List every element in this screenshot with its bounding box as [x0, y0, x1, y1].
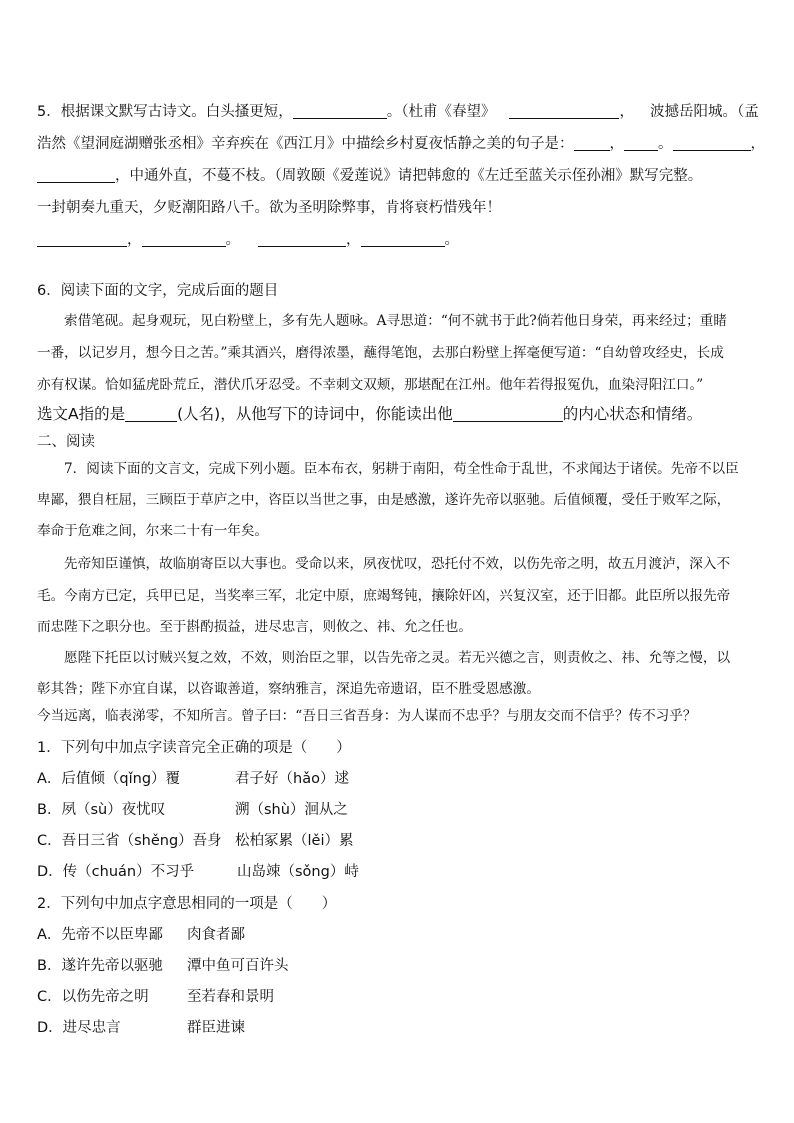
q5-text: 。 — [444, 232, 459, 248]
blank-field[interactable] — [574, 136, 610, 151]
blank-field[interactable] — [37, 232, 127, 247]
sub1-option-d-pair: 山岛竦（sǒng）峙 — [237, 864, 359, 880]
blank-field[interactable] — [37, 168, 115, 183]
q7-passage-line: 卑鄙，猥自枉屈，三顾臣于草庐之中，咨臣以当世之事，由是感激，遂许先帝以驱驰。后值倾覆，受任于败军之际， — [37, 492, 731, 508]
sub2-option-a[interactable]: A．先帝不以臣卑鄙 — [37, 927, 163, 943]
sub1-stem: 1．下列句中加点字读音完全正确的项是（ ） — [37, 740, 351, 756]
blank-field[interactable] — [142, 232, 226, 247]
q7-passage-line: 愿陛下托臣以讨贼兴复之效，不效，则治臣之罪，以告先帝之灵。若无兴德之言，则责攸之、祎、允等之慢，以 — [64, 650, 731, 666]
q5-text: ， — [346, 232, 361, 248]
sub1-option-c[interactable]: C．吾日三省（shěng）吾身 — [37, 833, 222, 849]
q6-text: 选文A指的是 — [37, 405, 126, 423]
sub1-option-b-pair: 溯（shù）洄从之 — [235, 802, 348, 818]
q5-text: 浩然《望洞庭湖赠张丞相》辛弃疾在《西江月》中描绘乡村夏夜恬静之美的句子是： — [37, 136, 574, 152]
sub2-option-c[interactable]: C．以伤先帝之明 — [37, 989, 149, 1005]
blank-field[interactable] — [361, 232, 445, 247]
sub1-option-a-pair: 君子好（hǎo）逑 — [235, 771, 349, 787]
q5-text: 。 — [658, 136, 673, 152]
sub1-option-a[interactable]: A．后值倾（qǐng）覆 — [37, 771, 181, 787]
sub2-option-c-pair: 至若春和景明 — [187, 989, 274, 1005]
blank-field[interactable] — [509, 104, 619, 119]
blank-field[interactable] — [453, 407, 563, 422]
blank-field[interactable] — [673, 136, 751, 151]
sub2-option-d[interactable]: D．进尽忠言 — [37, 1020, 121, 1036]
sub1-option-d[interactable]: D．传（chuán）不习乎 — [37, 864, 195, 880]
q5-line-2 — [37, 134, 765, 154]
q5-text: ， — [609, 136, 624, 152]
q5-text: 波撼岳阳城。（孟 — [649, 104, 759, 120]
blank-field[interactable] — [125, 407, 177, 422]
q7-passage-line: 奉命于危难之间，尔来二十有一年矣。 — [37, 523, 269, 539]
q7-passage-line: 先帝知臣谨慎，故临崩寄臣以大事也。受命以来，夙夜忧叹，恐托付不效，以伤先帝之明，故五月渡泸，深入不 — [64, 556, 731, 572]
q5-text: ， — [619, 104, 634, 120]
q5-text: 。（杜甫《春望》 — [386, 104, 496, 120]
blank-field[interactable] — [624, 136, 658, 151]
q5-line-1 — [37, 102, 759, 122]
q5-line-5 — [37, 230, 459, 250]
q5-text: ， — [127, 232, 142, 248]
q6-text: (人名)，从他写下的诗词中，你能读出他 — [177, 405, 453, 423]
q6-question — [37, 404, 702, 424]
blank-field[interactable] — [258, 232, 346, 247]
sub2-option-a-pair: 肉食者鄙 — [187, 927, 245, 943]
q6-passage-line: 一番，以记岁月，想今日之苦。”乘其酒兴，磨得浓墨，蘸得笔饱，去那白粉壁上挥毫便写道：“自幼曾攻经史，长成 — [37, 345, 724, 361]
q6-text: 的内心状态和情绪。 — [562, 405, 703, 423]
q6-passage-line: 索借笔砚。起身观玩，见白粉壁上，多有先人题咏。A寻思道：“何不就书于此?倘若他日身荣，再来经过；重睹 — [64, 313, 727, 329]
q5-text: ，中通外直，不蔓不枝。（周敦颐《爱莲说》请把韩愈的《左迁至蓝关示侄孙湘》默写完整。 — [115, 168, 703, 184]
sub2-option-d-pair: 群臣进谏 — [187, 1020, 245, 1036]
sub2-option-b[interactable]: B．遂许先帝以驱驰 — [37, 958, 163, 974]
sub1-option-b[interactable]: B．夙（sù）夜忧叹 — [37, 802, 166, 818]
q5-line-3 — [37, 166, 702, 186]
q6-title: 6．阅读下面的文字，完成后面的题目 — [37, 283, 279, 299]
q5-text: ， — [750, 136, 765, 152]
sub2-stem: 2．下列句中加点字意思相同的一项是（ ） — [37, 896, 337, 912]
section-heading: 二、阅读 — [37, 434, 95, 450]
q5-text: 。 — [225, 232, 240, 248]
q6-passage-line: 亦有权谋。恰如猛虎卧荒丘，潜伏爪牙忍受。不幸刺文双颊，那堪配在江州。他年若得报冤仇，血染浔阳江口。” — [37, 377, 704, 393]
q7-passage-line: 而忠陛下之职分也。至于斟酌损益，进尽忠言，则攸之、祎、允之任也。 — [37, 619, 472, 635]
q5-line-4: 一封朝奏九重天，夕贬潮阳路八千。欲为圣明除弊事，肯将衰朽惜残年！ — [37, 200, 501, 216]
sub1-option-c-pair: 松柏冢累（lěi）累 — [235, 833, 354, 849]
q7-passage-line: 毛。今南方已定，兵甲已足，当奖率三军，北定中原，庶竭驽钝，攘除奸凶，兴复汉室，还于旧都。此臣所以报先帝 — [37, 588, 731, 604]
q7-passage-line: 彰其咎；陛下亦宜自谋，以咨诹善道，察纳雅言，深追先帝遗诏，臣不胜受恩感激。 — [37, 681, 540, 697]
q5-text: 5．根据课文默写古诗文。白头搔更短， — [37, 104, 293, 120]
q7-passage-line: 今当远离，临表涕零，不知所言。曾子曰：“吾日三省吾身：为人谋而不忠乎？与朋友交而不信乎？传不习乎？ — [37, 708, 697, 724]
blank-field[interactable] — [293, 104, 387, 119]
q7-passage-line: 7．阅读下面的文言文，完成下列小题。臣本布衣，躬耕于南阳，苟全性命于乱世，不求闻达于诸侯。先帝不以臣 — [64, 461, 739, 477]
sub2-option-b-pair: 潭中鱼可百许头 — [187, 958, 289, 974]
